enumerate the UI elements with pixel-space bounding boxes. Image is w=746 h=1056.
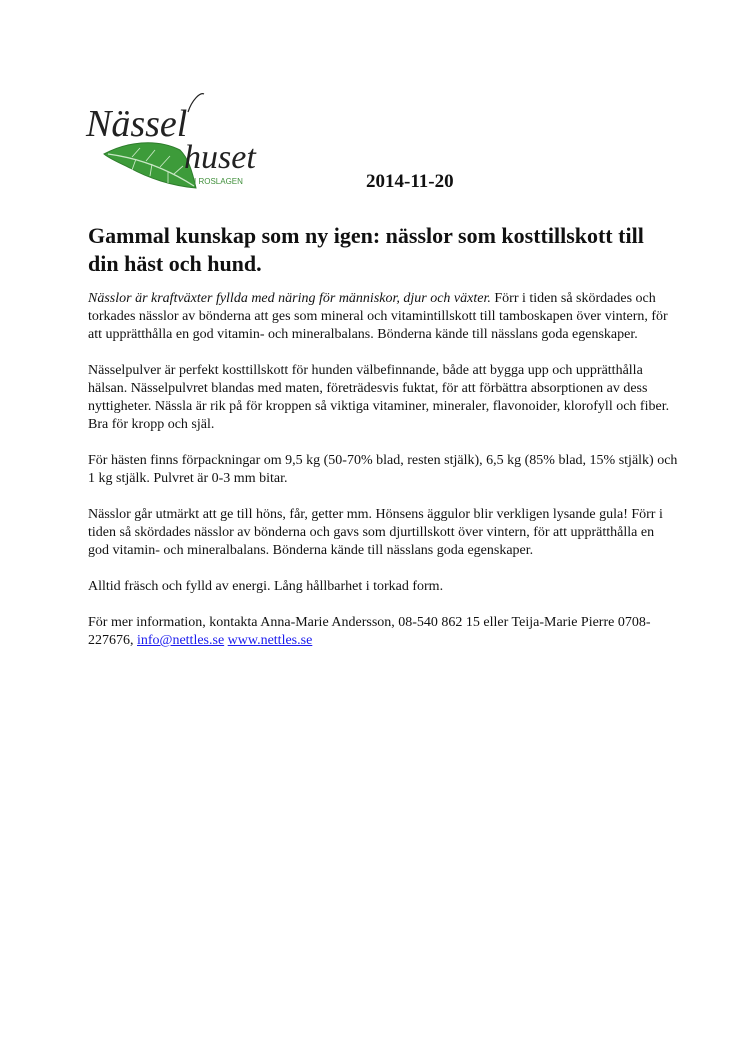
nasselhuset-logo: [84, 84, 284, 196]
paragraph-horse: För hästen finns förpackningar om 9,5 kg (50-70% blad, resten stjälk), 6,5 kg (85% blad, 15% stjälk) och 1 kg stjälk. Pulvret är 0-3 mm bitar.: [88, 453, 678, 486]
paragraph-freshness: Alltid fräsch och fylld av energi. Lång hållbarhet i torkad form.: [88, 579, 444, 594]
document-date: 2014-11-20: [366, 171, 454, 192]
page-title: Gammal kunskap som ny igen: nässlor som kosttillskott till din häst och hund.: [88, 223, 644, 276]
paragraph-intro: [88, 290, 678, 344]
article-body: [88, 290, 678, 668]
email-link[interactable]: info@nettles.se: [137, 633, 225, 648]
logo-word-top: Nässel: [86, 103, 188, 145]
logo-tagline: I ROSLAGEN: [194, 177, 243, 186]
intro-lead-italic: Nässlor är kraftväxter fyllda med näring för människor, djur och växter.: [88, 291, 491, 306]
intro-rest: Förr i tiden så skördades och torkades nässlor av bönderna att ges som mineral och vitamintillskott till tamboskapen över vintern, för att upprätthålla en god vitamin- och mineralbalans. Bönderna kände till nässlans goda egenskaper.: [88, 291, 668, 342]
paragraph-dog: Nässelpulver är perfekt kosttillskott för hunden välbefinnande, både att bygga upp och upprätthålla hälsan. Nässelpulvret blandas med maten, företrädesvis fuktat, för att förbättra absorptionen av dess nyttigheter. Nässla är rik på för kroppen så viktiga vitaminer, mineraler, flavonoider, klorofyll och fiber. Bra för kropp och själ.: [88, 363, 670, 432]
contact-text: För mer information, kontakta Anna-Marie Andersson, 08-540 862 15 eller Teija-Marie Pierre 0708-227676,: [88, 615, 651, 648]
paragraph-poultry: Nässlor går utmärkt att ge till höns, får, getter mm. Hönsens äggulor blir verkligen lysande gula! Förr i tiden så skördades nässlor av bönderna och gavs som djurtillskott över vintern, för att upprätthålla en god vitamin- och mineralbalans. Bönderna kände till nässlans goda egenskaper.: [88, 507, 663, 558]
website-link[interactable]: www.nettles.se: [227, 633, 313, 648]
logo-word-bottom: huset: [184, 139, 256, 176]
paragraph-contact: [88, 614, 678, 650]
nettle-leaf-logo-icon: [84, 84, 284, 196]
